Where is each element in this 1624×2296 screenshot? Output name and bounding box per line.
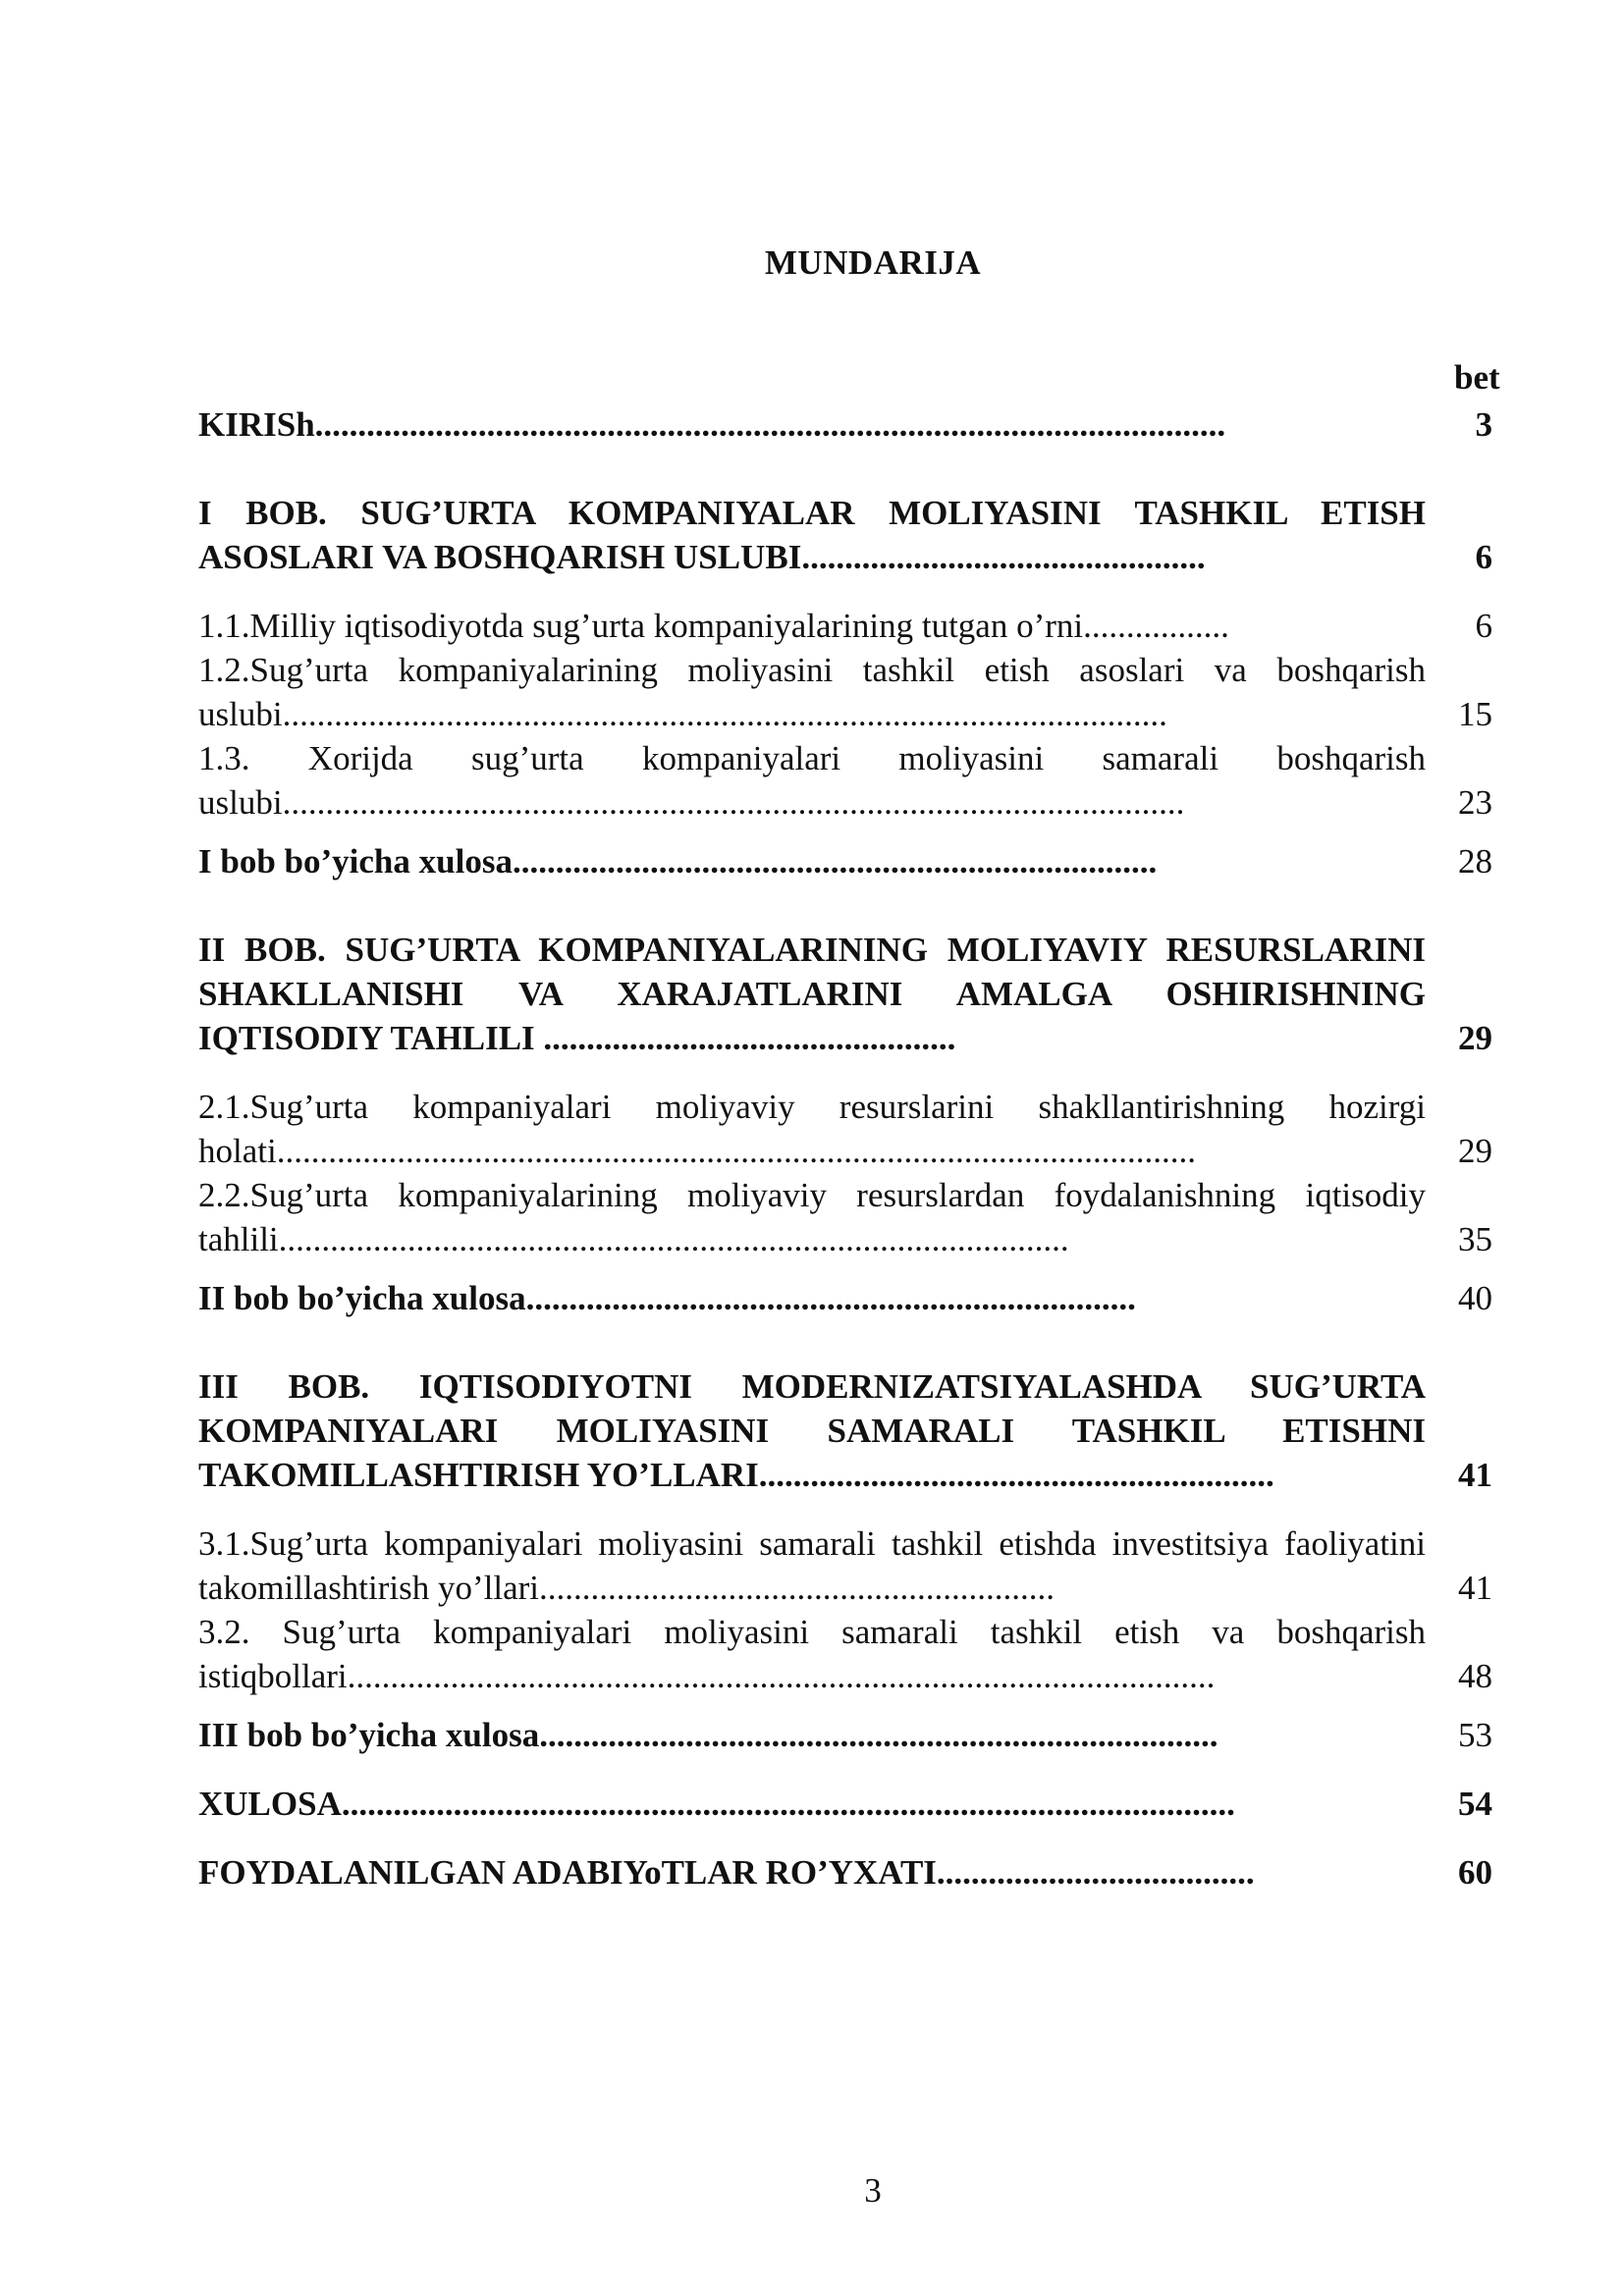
toc-entry-page: 60 xyxy=(1458,1853,1492,1892)
toc-entry-section-1-3[interactable] xyxy=(198,736,1492,825)
toc-entry-page: 48 xyxy=(1458,1657,1492,1695)
toc-entry-chapter-1-conclusion[interactable] xyxy=(198,839,1492,883)
toc-entry-section-1-2[interactable] xyxy=(198,648,1492,736)
toc-entry-page: 15 xyxy=(1458,695,1492,733)
toc-entry-text: XULOSA........................................................................................................ xyxy=(198,1785,1235,1823)
toc-entry-page: 40 xyxy=(1458,1279,1492,1317)
toc-entry-page: 41 xyxy=(1458,1456,1492,1494)
toc-entry-text: III bob bo’yicha xulosa............................................................................... xyxy=(198,1716,1218,1754)
toc-entry-chapter-3-conclusion[interactable] xyxy=(198,1713,1492,1757)
toc-entry-page: 28 xyxy=(1458,842,1492,881)
toc-entry-section-3-1[interactable] xyxy=(198,1522,1492,1610)
toc-entry-section-1-1[interactable] xyxy=(198,604,1492,648)
page-column-header: bet xyxy=(1454,358,1500,397)
toc-entry-text: 1.3. Xorijda sug’urta kompaniyalari moliyasini samarali boshqarish uslubi......................................................................................................... xyxy=(198,739,1426,822)
toc-entry-page: 29 xyxy=(1458,1132,1492,1170)
toc-entry-section-2-1[interactable] xyxy=(198,1085,1492,1173)
toc-entry-chapter-2[interactable] xyxy=(198,928,1492,1060)
toc-entry-text: KIRISh.......................................................................................................... xyxy=(198,405,1226,444)
toc-entry-references[interactable] xyxy=(198,1850,1492,1895)
toc-entry-text: I BOB. SUG’URTA KOMPANIYALAR MOLIYASINI TASHKIL ETISH ASOSLARI VA BOSHQARISH USLUBI............................................... xyxy=(198,494,1426,576)
toc-entry-text: II BOB. SUG’URTA KOMPANIYALARINING MOLIYAVIY RESURSLARINI SHAKLLANISHI VA XARAJATLARINI AMALGA OSHIRISHNING IQTISODIY TAHLILI ................................................ xyxy=(198,931,1426,1057)
toc-entry-text: 2.2.Sug’urta kompaniyalarining moliyaviy resurslardan foydalanishning iqtisodiy tahlili............................................................................................ xyxy=(198,1176,1426,1258)
toc-entry-page: 54 xyxy=(1458,1785,1492,1823)
toc-entry-text: 3.2. Sug’urta kompaniyalari moliyasini samarali tashkil etish va boshqarish istiqbollari..................................................................................................... xyxy=(198,1613,1426,1695)
toc-entry-text: 2.1.Sug’urta kompaniyalari moliyaviy resurslarini shakllantirishning hozirgi holati........................................................................................................... xyxy=(198,1088,1426,1170)
toc-entry-text: 3.1.Sug’urta kompaniyalari moliyasini samarali tashkil etishda investitsiya faoliyatini takomillashtirish yo’llari............................................................ xyxy=(198,1524,1426,1607)
toc-entry-chapter-1[interactable] xyxy=(198,491,1492,579)
toc-entry-text: III BOB. IQTISODIYOTNI MODERNIZATSIYALASHDA SUG’URTA KOMPANIYALARI MOLIYASINI SAMARALI TASHKIL ETISHNI TAKOMILLASHTIRISH YO’LLARI............................................................ xyxy=(198,1367,1426,1494)
toc-entry-text: II bob bo’yicha xulosa....................................................................... xyxy=(198,1279,1136,1317)
toc-entry-page: 3 xyxy=(1475,405,1492,444)
toc-entry-page: 6 xyxy=(1475,538,1492,576)
toc-entry-conclusion[interactable] xyxy=(198,1782,1492,1826)
toc-entry-page: 53 xyxy=(1458,1716,1492,1754)
toc-entry-page: 35 xyxy=(1458,1220,1492,1258)
toc-entry-text: I bob bo’yicha xulosa........................................................................... xyxy=(198,842,1158,881)
toc-entry-section-3-2[interactable] xyxy=(198,1610,1492,1698)
toc-entry-chapter-2-conclusion[interactable] xyxy=(198,1276,1492,1320)
toc-entry-text: 1.1.Milliy iqtisodiyotda sug’urta kompaniyalarining tutgan o’rni................. xyxy=(198,607,1229,645)
page-number: 3 xyxy=(864,2171,882,2210)
page-title: MUNDARIJA xyxy=(764,243,982,282)
toc-entry-page: 29 xyxy=(1458,1019,1492,1057)
toc-entry-text: FOYDALANILGAN ADABIYoTLAR RO’YXATI..................................... xyxy=(198,1853,1255,1892)
toc-entry-chapter-3[interactable] xyxy=(198,1364,1492,1497)
toc-entry-page: 41 xyxy=(1458,1569,1492,1607)
toc-entry-section-2-2[interactable] xyxy=(198,1173,1492,1261)
toc-entry-text: 1.2.Sug’urta kompaniyalarining moliyasini tashkil etish asoslari va boshqarish uslubi....................................................................................................... xyxy=(198,651,1426,733)
toc-entry-page: 6 xyxy=(1475,607,1492,645)
toc-entry-introduction[interactable] xyxy=(198,402,1492,447)
toc-entry-page: 23 xyxy=(1458,783,1492,822)
